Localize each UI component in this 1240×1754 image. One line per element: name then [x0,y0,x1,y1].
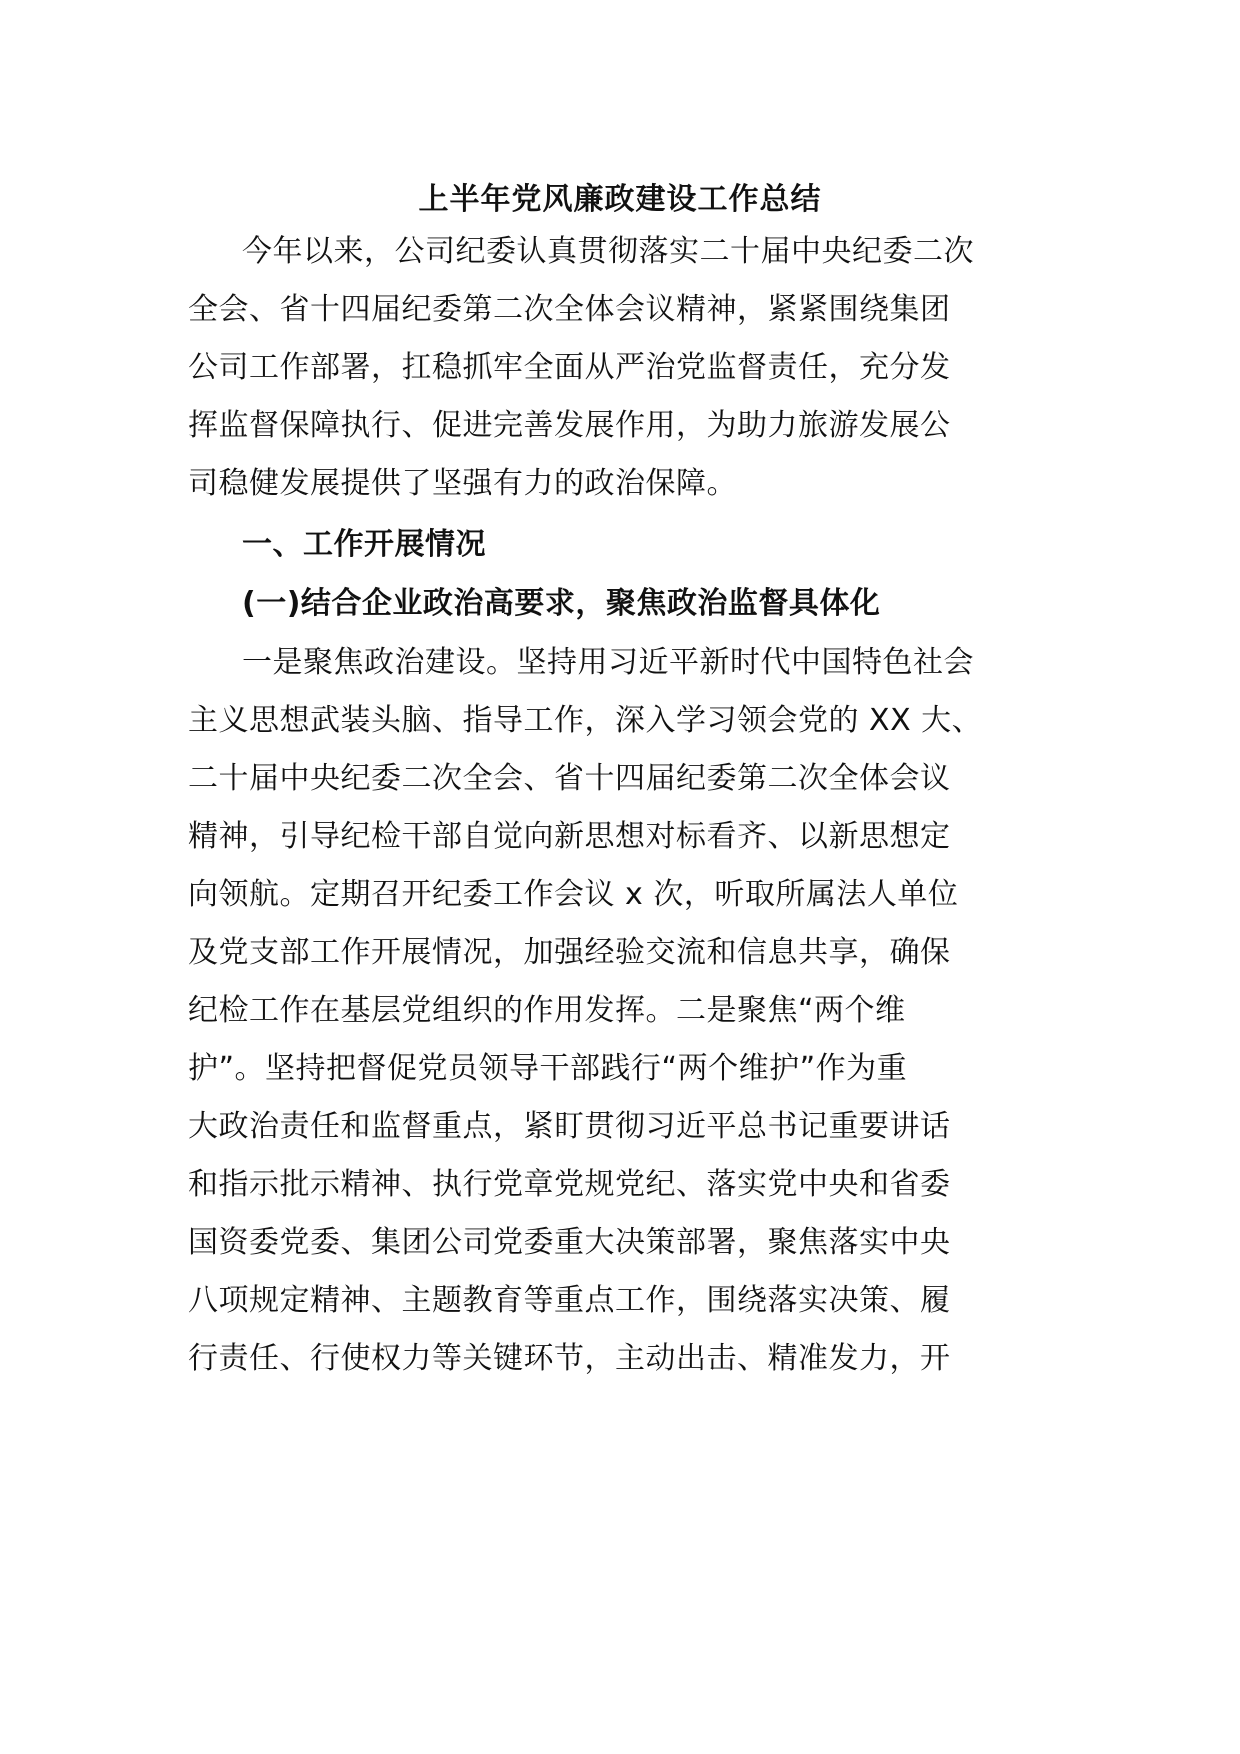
intro-line-5: 司稳健发展提供了坚强有力的政治保障。 [188,466,737,501]
intro-line-3: 公司工作部署，扛稳抓牢全面从严治党监督责任，充分发 [188,350,951,385]
body-line-3: 二十届中央纪委二次全会、省十四届纪委第二次全体会议 [188,761,951,796]
intro-line-4: 挥监督保障执行、促进完善发展作用，为助力旅游发展公 [188,408,951,443]
intro-line-2: 全会、省十四届纪委第二次全体会议精神，紧紧围绕集团 [188,292,951,327]
body-line-12: 八项规定精神、主题教育等重点工作，围绕落实决策、履 [188,1283,951,1318]
body-line-4: 精神，引导纪检干部自觉向新思想对标看齐、以新思想定 [188,819,951,854]
subsection-heading: (一)结合企业政治高要求，聚焦政治监督具体化 [242,586,881,621]
document-title: 上半年党风廉政建设工作总结 [418,182,822,217]
body-line-7: 纪检工作在基层党组织的作用发挥。二是聚焦“两个维 [188,993,906,1028]
body-line-10: 和指示批示精神、执行党章党规党纪、落实党中央和省委 [188,1167,951,1202]
intro-line-1: 今年以来，公司纪委认真贯彻落实二十届中央纪委二次 [242,234,974,269]
body-line-6: 及党支部工作开展情况，加强经验交流和信息共享，确保 [188,935,951,970]
body-line-5: 向领航。定期召开纪委工作会议 x 次，听取所属法人单位 [188,877,959,912]
section-heading: 一、工作开展情况 [242,527,486,562]
body-line-11: 国资委党委、集团公司党委重大决策部署，聚焦落实中央 [188,1225,951,1260]
body-line-1: 一是聚焦政治建设。坚持用习近平新时代中国特色社会 [242,645,974,680]
body-line-8: 护”。坚持把督促党员领导干部践行“两个维护”作为重 [188,1051,908,1086]
body-line-2: 主义思想武装头脑、指导工作，深入学习领会党的 XX 大、 [188,703,983,738]
body-line-13: 行责任、行使权力等关键环节，主动出击、精准发力，开 [188,1341,951,1376]
body-line-9: 大政治责任和监督重点，紧盯贯彻习近平总书记重要讲话 [188,1109,951,1144]
